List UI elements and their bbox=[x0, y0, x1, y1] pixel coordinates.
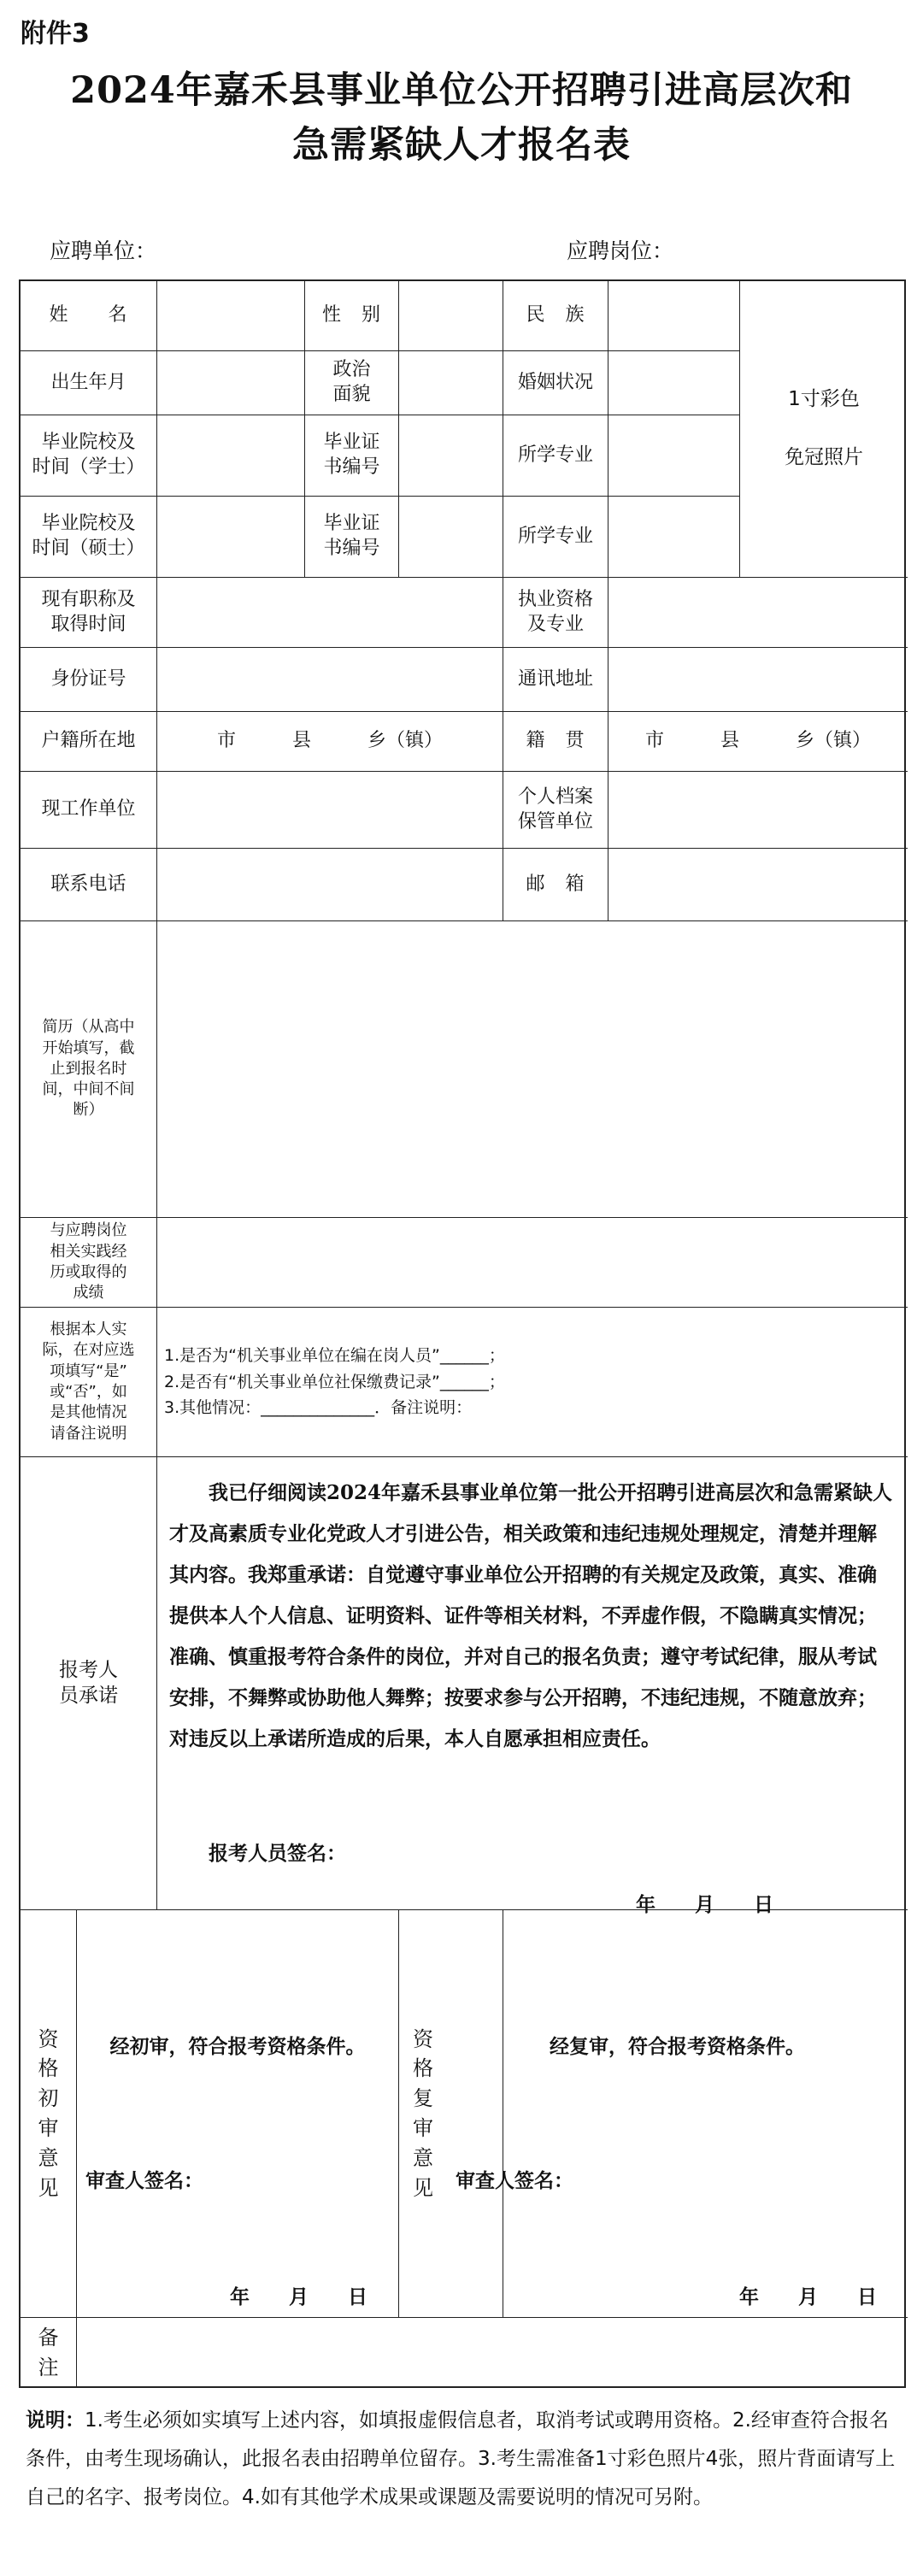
hukou-label: 户籍所在地 bbox=[21, 712, 157, 772]
conditions-field[interactable] bbox=[157, 1308, 908, 1457]
condition-3: 3.其他情况：______________．备注说明： bbox=[164, 1398, 473, 1418]
pledge-section bbox=[157, 1457, 908, 1916]
political-field[interactable] bbox=[399, 351, 503, 415]
work-unit-field[interactable] bbox=[157, 772, 503, 849]
apply-post-label: 应聘岗位： bbox=[567, 238, 674, 263]
second-review-date[interactable]: 年 月 日 bbox=[739, 2285, 877, 2308]
practice-field[interactable] bbox=[608, 578, 908, 648]
first-review-text: 经初审，符合报考资格条件。 bbox=[109, 2035, 366, 2058]
phone-field[interactable] bbox=[157, 849, 503, 921]
id-no-field[interactable] bbox=[157, 648, 503, 712]
cert-no2-field[interactable] bbox=[399, 497, 503, 578]
photo-label-line2: 免冠照片 bbox=[785, 446, 863, 468]
birth-field[interactable] bbox=[157, 351, 305, 415]
note-text: 1.考生必须如实填写上述内容，如填报虚假信息者，取消考试或聘用资格。2.经审查符合报名条件，由考生现场确认，此报名表由招聘单位留存。3.考生需准备1寸彩色照片4张，照片背面请写上自己的名字、报考岗位。4.如有其他学术成果或课题及需要说明的情况可另附。 bbox=[26, 2409, 896, 2508]
resume-label: 简历（从高中 开始填写，截 止到报名时 间，中间不间 断） bbox=[21, 921, 157, 1218]
title-time-label: 现有职称及 取得时间 bbox=[21, 578, 157, 648]
cert-no-field[interactable] bbox=[399, 415, 503, 497]
second-review-signature[interactable]: 审查人签名： bbox=[456, 2169, 573, 2192]
school-master-field[interactable] bbox=[157, 497, 305, 578]
first-review-section bbox=[77, 1910, 399, 2318]
native-field[interactable]: 市 县 乡（镇） bbox=[608, 712, 908, 772]
ethnicity-label: 民 族 bbox=[503, 281, 608, 351]
name-label: 姓 名 bbox=[21, 281, 157, 351]
school-bachelor-label: 毕业院校及 时间（学士） bbox=[21, 415, 157, 497]
cert-no2-label: 毕业证 书编号 bbox=[305, 497, 399, 578]
annex-label: 附件3 bbox=[21, 19, 90, 49]
cert-no-label: 毕业证 书编号 bbox=[305, 415, 399, 497]
second-review-text: 经复审，符合报考资格条件。 bbox=[550, 2035, 805, 2058]
experience-field[interactable] bbox=[157, 1218, 908, 1308]
registration-table bbox=[19, 279, 906, 2388]
email-field[interactable] bbox=[608, 849, 908, 921]
resume-field[interactable] bbox=[157, 921, 908, 1218]
major-label: 所学专业 bbox=[503, 415, 608, 497]
first-review-label: 资 格 初 审 意 见 bbox=[21, 1910, 77, 2318]
title-time-field[interactable] bbox=[157, 578, 503, 648]
major2-field[interactable] bbox=[608, 497, 740, 578]
pledge-label: 报考人 员承诺 bbox=[21, 1457, 157, 1910]
birth-label: 出生年月 bbox=[21, 351, 157, 415]
email-label: 邮 箱 bbox=[503, 849, 608, 921]
phone-label: 联系电话 bbox=[21, 849, 157, 921]
instructions-note bbox=[26, 2402, 897, 2517]
school-bachelor-field[interactable] bbox=[157, 415, 305, 497]
conditions-label: 根据本人实 际，在对应选 项填写“是” 或“否”，如 是其他情况 请备注说明 bbox=[21, 1308, 157, 1457]
pledge-date[interactable]: 年 月 日 bbox=[636, 1893, 773, 1916]
political-label: 政治 面貌 bbox=[305, 351, 399, 415]
major2-label: 所学专业 bbox=[503, 497, 608, 578]
condition-1: 1.是否为“机关事业单位在编在岗人员”______； bbox=[164, 1346, 505, 1366]
school-master-label: 毕业院校及 时间（硕士） bbox=[21, 497, 157, 578]
photo-label-line1: 1寸彩色 bbox=[788, 388, 860, 411]
remark-field[interactable] bbox=[77, 2318, 908, 2388]
condition-2: 2.是否有“机关事业单位社保缴费记录”______； bbox=[164, 1372, 505, 1391]
pledge-text: 我已仔细阅读2024年嘉禾县事业单位第一批公开招聘引进高层次和急需紧缺人才及高素质专业化党政人才引进公告，相关政策和违纪违规处理规定，清楚并理解其内容。我郑重承诺：自觉遵守事业单位公开招聘的有关规定及政策，真实、准确提供本人个人信息、证明资料、证件等相关材料，不弄虚作假，不隐瞒真实情况；准确、慎重报考符合条件的岗位，并对自己的报名负责；遵守考试纪律，服从考试安排，不舞弊或协助他人舞弊；按要求参与公开招聘，不违纪违规，不随意放弃；对违反以上承诺所造成的后果，本人自愿承担相应责任。 bbox=[169, 1481, 893, 1750]
address-field[interactable] bbox=[608, 648, 908, 712]
photo-box[interactable] bbox=[740, 281, 908, 578]
second-review-section bbox=[447, 1910, 908, 2318]
experience-label: 与应聘岗位 相关实践经 历或取得的 成绩 bbox=[21, 1218, 157, 1308]
apply-unit-label: 应聘单位： bbox=[50, 238, 157, 263]
marital-label: 婚姻状况 bbox=[503, 351, 608, 415]
name-field[interactable] bbox=[157, 281, 305, 351]
first-review-date[interactable]: 年 月 日 bbox=[230, 2285, 367, 2308]
second-review-label: 资 格 复 审 意 见 bbox=[399, 1910, 503, 2318]
marital-field[interactable] bbox=[608, 351, 740, 415]
practice-label: 执业资格 及专业 bbox=[503, 578, 608, 648]
archive-field[interactable] bbox=[608, 772, 908, 849]
id-no-label: 身份证号 bbox=[21, 648, 157, 712]
hukou-field[interactable]: 市 县 乡（镇） bbox=[157, 712, 503, 772]
gender-field[interactable] bbox=[399, 281, 503, 351]
first-review-signature[interactable]: 审查人签名： bbox=[85, 2169, 203, 2192]
native-label: 籍 贯 bbox=[503, 712, 608, 772]
remark-label: 备 注 bbox=[21, 2318, 77, 2388]
form-title-line1: 2024年嘉禾县事业单位公开招聘引进高层次和 bbox=[70, 69, 853, 112]
gender-label: 性 别 bbox=[305, 281, 399, 351]
pledge-signature-label[interactable]: 报考人员签名： bbox=[209, 1842, 346, 1865]
address-label: 通讯地址 bbox=[503, 648, 608, 712]
archive-label: 个人档案 保管单位 bbox=[503, 772, 608, 849]
work-unit-label: 现工作单位 bbox=[21, 772, 157, 849]
form-title-line2: 急需紧缺人才报名表 bbox=[292, 124, 631, 167]
ethnicity-field[interactable] bbox=[608, 281, 740, 351]
note-label: 说明： bbox=[26, 2409, 85, 2432]
major-field[interactable] bbox=[608, 415, 740, 497]
